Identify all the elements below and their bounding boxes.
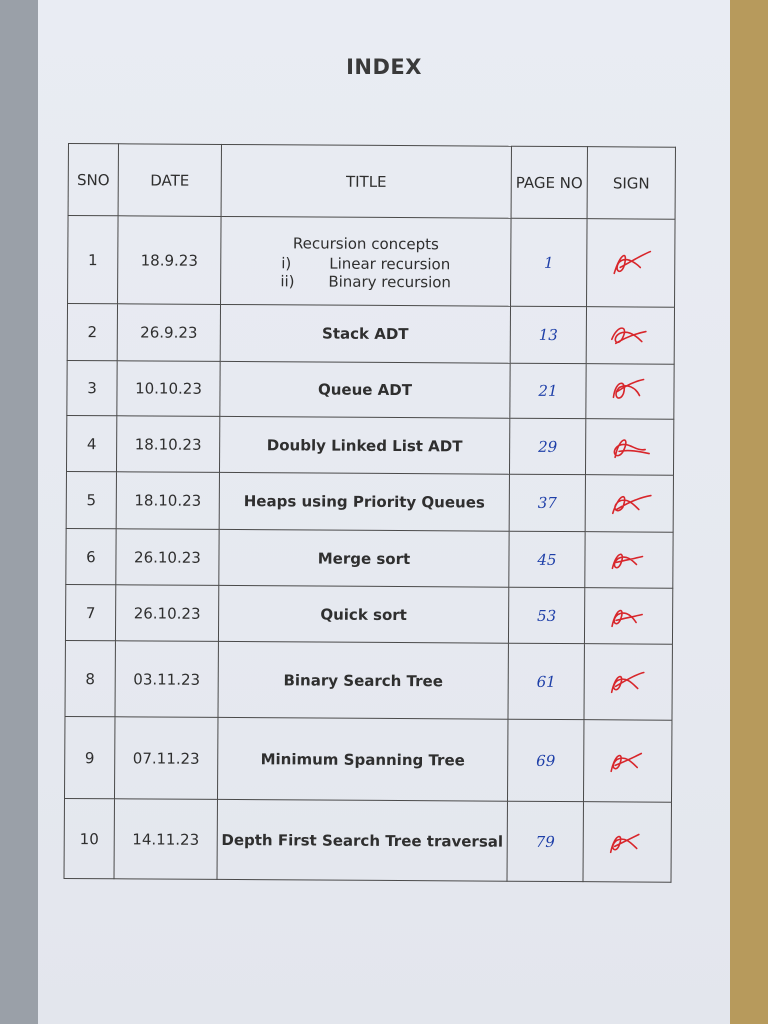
cell-sno: 8 bbox=[65, 640, 115, 716]
cell-sign bbox=[585, 419, 673, 476]
signature-icon bbox=[605, 429, 655, 465]
cell-sign bbox=[584, 588, 672, 645]
header-row bbox=[68, 144, 675, 220]
cell-page-no: 69 bbox=[507, 719, 583, 801]
subtitle-text: Binary recursion bbox=[328, 272, 452, 291]
table-row bbox=[66, 528, 673, 588]
subtitle-line bbox=[221, 271, 510, 291]
cell-page-no: 37 bbox=[509, 474, 585, 531]
signature-icon bbox=[602, 824, 652, 860]
cell-date: 03.11.23 bbox=[115, 641, 218, 718]
cell-sno: 5 bbox=[66, 471, 116, 528]
cell-sno: 3 bbox=[67, 360, 117, 415]
signature-icon bbox=[603, 664, 653, 700]
cell-date: 14.11.23 bbox=[114, 799, 217, 880]
background-right bbox=[728, 0, 768, 1024]
cell-sno: 9 bbox=[64, 716, 114, 798]
title-text: Doubly Linked List ADT bbox=[266, 435, 463, 455]
cell-sno: 1 bbox=[68, 216, 119, 304]
cell-page-no: 29 bbox=[509, 418, 585, 474]
cell-title bbox=[218, 641, 508, 719]
paper-sheet bbox=[38, 0, 730, 1024]
cell-page-no: 45 bbox=[509, 531, 585, 587]
cell-page-no: 53 bbox=[508, 587, 584, 643]
cell-title bbox=[219, 416, 509, 474]
subtitle-line bbox=[221, 253, 510, 273]
cell-date: 18.10.23 bbox=[116, 472, 219, 530]
signature-icon bbox=[603, 743, 653, 779]
cell-title bbox=[217, 799, 507, 881]
cell-sign bbox=[585, 532, 673, 589]
cell-sno: 4 bbox=[66, 415, 116, 471]
title-text: Quick sort bbox=[320, 605, 407, 624]
background-left bbox=[0, 0, 40, 1024]
cell-page-no: 61 bbox=[508, 643, 584, 719]
cell-sign bbox=[584, 644, 672, 721]
cell-date: 18.9.23 bbox=[118, 216, 222, 305]
subtitle-number: ii) bbox=[280, 271, 295, 290]
table-row bbox=[67, 304, 674, 365]
cell-date: 10.10.23 bbox=[117, 361, 220, 417]
title-text: Merge sort bbox=[317, 549, 411, 568]
cell-title bbox=[218, 585, 508, 643]
cell-sign bbox=[586, 364, 674, 420]
cell-sign bbox=[587, 219, 676, 308]
cell-page-no: 1 bbox=[511, 218, 588, 306]
cell-title bbox=[220, 361, 510, 418]
table-row bbox=[65, 640, 672, 720]
cell-sno: 6 bbox=[66, 528, 116, 584]
title-text: Queue ADT bbox=[317, 380, 413, 400]
header-page-no: PAGE NO bbox=[511, 146, 587, 218]
table-row bbox=[66, 471, 673, 532]
signature-icon bbox=[604, 598, 654, 634]
signature-icon bbox=[604, 542, 654, 578]
table-row bbox=[66, 415, 673, 475]
header-sign: SIGN bbox=[587, 147, 675, 220]
cell-page-no: 21 bbox=[510, 363, 586, 418]
title-text: Minimum Spanning Tree bbox=[260, 749, 465, 769]
table-row bbox=[64, 716, 671, 802]
header-sno: SNO bbox=[68, 144, 118, 216]
cell-title bbox=[220, 304, 510, 363]
header-title: TITLE bbox=[221, 144, 511, 218]
cell-title bbox=[219, 472, 509, 531]
cell-date: 07.11.23 bbox=[114, 717, 217, 800]
title-text: Binary Search Tree bbox=[283, 670, 443, 690]
table-row bbox=[65, 584, 672, 644]
signature-icon bbox=[606, 245, 656, 281]
index-table bbox=[64, 143, 676, 883]
cell-date: 26.9.23 bbox=[117, 304, 220, 362]
cell-date: 26.10.23 bbox=[116, 529, 219, 586]
table-row bbox=[64, 798, 671, 882]
table-row bbox=[68, 216, 676, 308]
signature-icon bbox=[605, 373, 655, 409]
cell-page-no: 79 bbox=[507, 801, 583, 881]
cell-page-no: 13 bbox=[510, 306, 586, 363]
subtitle-number: i) bbox=[281, 253, 292, 272]
cell-title bbox=[221, 216, 512, 306]
table-row bbox=[67, 360, 674, 419]
cell-sign bbox=[586, 307, 674, 365]
page-title: INDEX bbox=[346, 55, 422, 79]
subtitle-text: Linear recursion bbox=[329, 254, 451, 273]
signature-icon bbox=[604, 485, 654, 521]
title-text: Stack ADT bbox=[322, 324, 409, 344]
cell-date: 18.10.23 bbox=[116, 416, 219, 473]
cell-sno: 7 bbox=[65, 584, 115, 640]
cell-date: 26.10.23 bbox=[115, 585, 218, 642]
cell-title bbox=[219, 529, 509, 587]
cell-sign bbox=[583, 720, 671, 803]
cell-sno: 10 bbox=[64, 798, 114, 878]
signature-icon bbox=[605, 317, 655, 353]
title-text: Recursion concepts bbox=[292, 233, 439, 253]
cell-sign bbox=[583, 802, 671, 883]
cell-title bbox=[217, 717, 507, 801]
cell-sno: 2 bbox=[67, 304, 117, 361]
title-text: Depth First Search Tree traversal bbox=[221, 830, 504, 851]
title-text: Heaps using Priority Queues bbox=[243, 492, 485, 512]
cell-sign bbox=[585, 475, 673, 533]
header-date: DATE bbox=[118, 144, 221, 217]
